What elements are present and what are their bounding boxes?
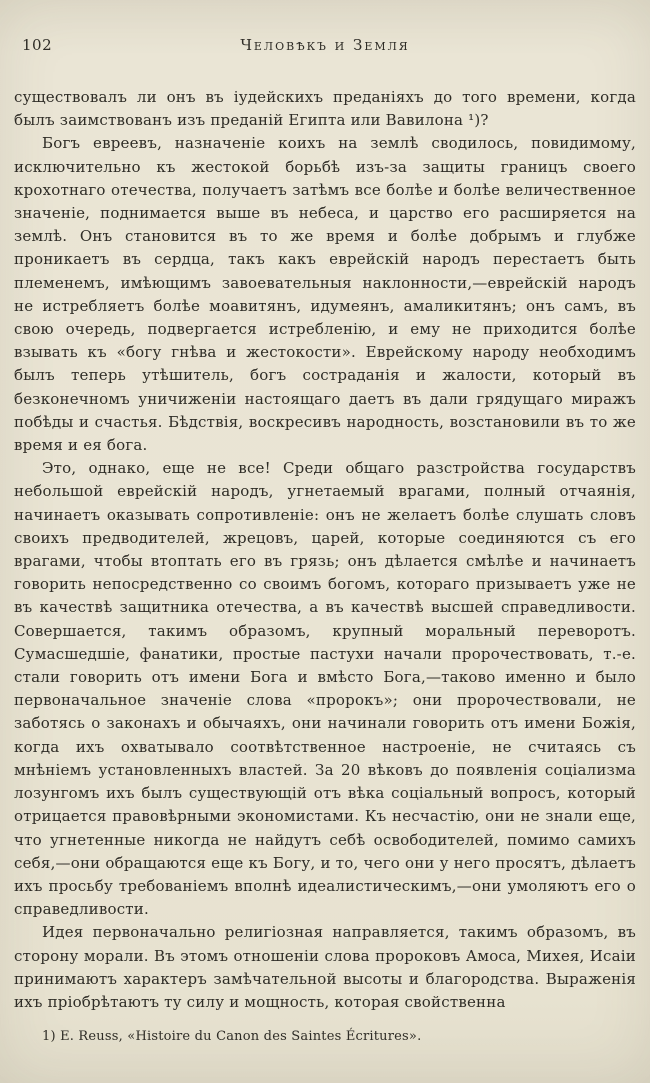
running-head — [14, 36, 636, 60]
paragraph: Богъ евреевъ, назначеніе коихъ на землѣ сводилось, повидимому, исключительно къ жестокой борьбѣ изъ-за защиты границъ своего крохотнаго отечества, получаетъ затѣмъ все болѣе и болѣе величественное значеніе, поднимается выше въ небеса, и царство его расширяется на землѣ. Онъ становится въ то же время и болѣе добрымъ и глубже проникаетъ въ сердца, такъ какъ еврейскій народъ перестаетъ быть племенемъ, имѣющимъ завоевательныя наклонности,—еврейскій народъ не истребляетъ болѣе моавитянъ, идумеянъ, амаликитянъ; онъ самъ, въ свою очередь, подвергается истребленію, и ему не приходится болѣе взывать къ «богу гнѣва и жестокости». Еврейскому народу необходимъ былъ теперь утѣшитель, богъ состраданія и жалости, который въ безконечномъ уничиженіи настоящаго даетъ въ дали грядущаго миражъ побѣды и счастья. Бѣдствія, воскресивъ народность, возстановили въ то же время и ея бога. — [14, 134, 636, 455]
paragraph: Это, однако, еще не все! Среди общаго разстройства государствъ небольшой еврейскій народъ, угнетаемый врагами, полный отчаянія, начинаетъ оказывать сопротивленіе: онъ не желаетъ болѣе слушать словъ своихъ предводителей, жрецовъ, царей, которые соединяются съ его врагами, чтобы втоптать его въ грязь; онъ дѣлается смѣлѣе и начинаетъ говорить непосредственно со своимъ богомъ, котораго призываетъ уже не въ качествѣ защитника отечества, а въ качествѣ высшей справедливости. Совершается, такимъ образомъ, крупный моральный переворотъ. Сумасшедшіе, фанатики, простые пастухи начали пророчествовать, т.-е. стали говорить отъ имени Бога и вмѣсто Бога,—таково именно и было первоначальное значеніе слова «пророкъ»; они пророчествовали, не заботясь о законахъ и обычаяхъ, они начинали говорить отъ имени Божія, когда ихъ охватывало соотвѣтственное настроеніе, не считаясь съ мнѣніемъ установленныхъ властей. За 20 вѣковъ до появленія соціализма лозунгомъ ихъ былъ существующій отъ вѣка соціальный вопросъ, который отрицается правовѣрными экономистами. Къ несчастію, они не знали еще, что угнетенные никогда не найдутъ себѣ освободителей, помимо самихъ себя,—они обращаются еще къ Богу, и то, чего они у него просятъ, дѣлаетъ ихъ просьбу требованіемъ вполнѣ идеалистическимъ,—они умоляютъ его о справедливости. — [14, 459, 636, 919]
footnote: 1) E. Reuss, «Histoire du Canon des Saintes Écritures». — [42, 1029, 422, 1045]
body-text — [14, 86, 636, 1014]
paragraph: Идея первоначально религіозная направляется, такимъ образомъ, въ сторону морали. Въ этомъ отношеніи слова пророковъ Амоса, Михея, Исаіи принимаютъ характеръ замѣчательной высоты и благородства. Выраженія ихъ пріобрѣтаютъ ту силу и мощность, которая свойственна — [14, 923, 636, 1011]
paragraph: существовалъ ли онъ въ іудейскихъ преданіяхъ до того времени, когда былъ заимствованъ изъ преданій Египта или Вавилона ¹)? — [14, 88, 636, 130]
running-title: Человѣкъ и Земля — [240, 36, 410, 54]
page-number: 102 — [22, 36, 53, 54]
